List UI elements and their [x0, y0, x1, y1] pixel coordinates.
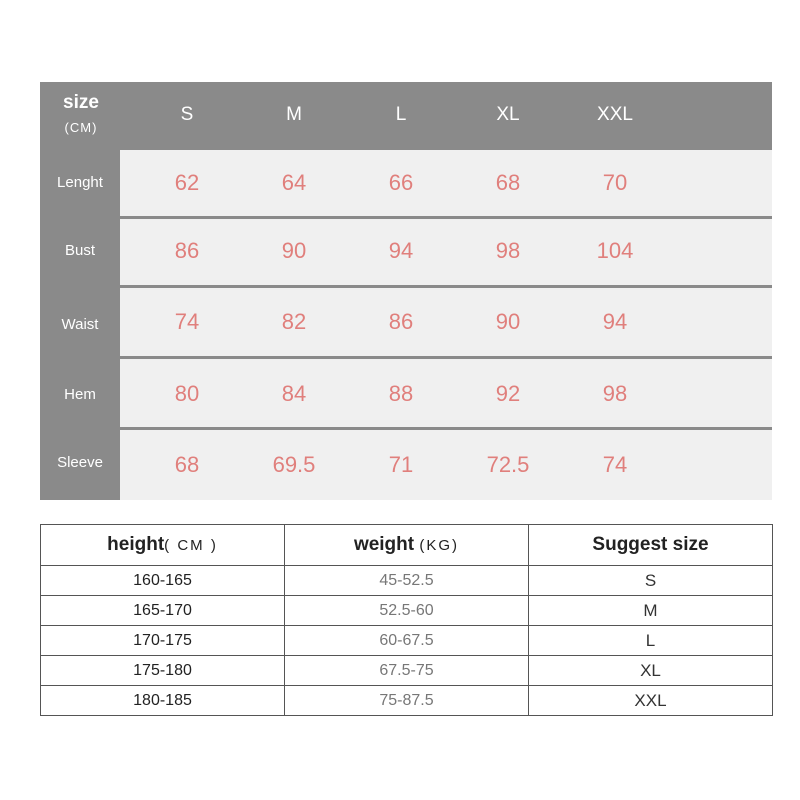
weight-cell: 60-67.5 — [285, 626, 529, 656]
height-cell: 180-185 — [41, 686, 285, 716]
cell-length-s: 62 — [174, 170, 200, 195]
size-cell: L — [529, 626, 773, 656]
cell-sleeve-l: 71 — [388, 452, 414, 477]
cell-length-l: 66 — [388, 170, 414, 195]
column-header-m: M — [286, 104, 302, 125]
cell-bust-xl: 98 — [495, 238, 521, 263]
cell-hem-xl: 92 — [495, 381, 521, 406]
cell-sleeve-m: 69.5 — [272, 452, 316, 477]
size-chart-corner-unit: (CM) — [64, 120, 98, 135]
cell-sleeve-xxl: 74 — [602, 452, 628, 477]
cell-waist-s: 74 — [174, 309, 200, 334]
row-label-hem: Hem — [64, 386, 96, 403]
table-row — [41, 566, 773, 596]
weight-header-label: weight — [353, 534, 415, 555]
table-row — [41, 686, 773, 716]
height-cell: 170-175 — [41, 626, 285, 656]
cell-sleeve-s: 68 — [174, 452, 200, 477]
table-row — [41, 626, 773, 656]
cell-hem-m: 84 — [281, 381, 307, 406]
size-chart — [40, 82, 772, 500]
cell-bust-l: 94 — [388, 238, 414, 263]
size-suggestion-table — [40, 524, 773, 716]
height-cell: 175-180 — [41, 656, 285, 686]
row-label-sleeve: Sleeve — [57, 454, 103, 471]
height-cell: 165-170 — [41, 596, 285, 626]
cell-bust-s: 86 — [174, 238, 200, 263]
cell-waist-m: 82 — [281, 309, 307, 334]
weight-cell: 75-87.5 — [285, 686, 529, 716]
size-cell: XL — [529, 656, 773, 686]
cell-length-xl: 68 — [495, 170, 521, 195]
row-label-waist: Waist — [61, 316, 99, 333]
row-label-length: Lenght — [57, 174, 103, 191]
weight-cell: 52.5-60 — [285, 596, 529, 626]
size-chart-corner-title: size — [63, 92, 99, 113]
cell-waist-l: 86 — [388, 309, 414, 334]
cell-sleeve-xl: 72.5 — [486, 452, 530, 477]
weight-header — [285, 525, 529, 566]
cell-hem-s: 80 — [174, 381, 200, 406]
size-cell: S — [529, 566, 773, 596]
height-header-label: height — [107, 534, 165, 555]
column-header-xl: XL — [496, 104, 520, 125]
table-row — [41, 656, 773, 686]
column-header-s: S — [180, 104, 194, 125]
height-cell: 160-165 — [41, 566, 285, 596]
height-header-unit: ( CM ) — [164, 537, 218, 554]
column-header-xxl: XXL — [597, 104, 633, 125]
cell-hem-xxl: 98 — [602, 381, 628, 406]
table-row — [41, 596, 773, 626]
cell-hem-l: 88 — [388, 381, 414, 406]
cell-length-xxl: 70 — [602, 170, 628, 195]
weight-cell: 45-52.5 — [285, 566, 529, 596]
cell-waist-xxl: 94 — [602, 309, 628, 334]
weight-header-unit: (KG) — [419, 537, 460, 554]
cell-length-m: 64 — [281, 170, 307, 195]
column-header-l: L — [395, 104, 407, 125]
cell-bust-m: 90 — [281, 238, 307, 263]
weight-cell: 67.5-75 — [285, 656, 529, 686]
suggestion-header-row — [41, 525, 773, 566]
cell-bust-xxl: 104 — [596, 238, 634, 263]
size-cell: M — [529, 596, 773, 626]
suggest-size-header: Suggest size — [529, 525, 773, 566]
height-header — [41, 525, 285, 566]
size-cell: XXL — [529, 686, 773, 716]
row-label-bust: Bust — [64, 242, 95, 259]
size-chart-corner — [40, 82, 122, 148]
cell-waist-xl: 90 — [495, 309, 521, 334]
